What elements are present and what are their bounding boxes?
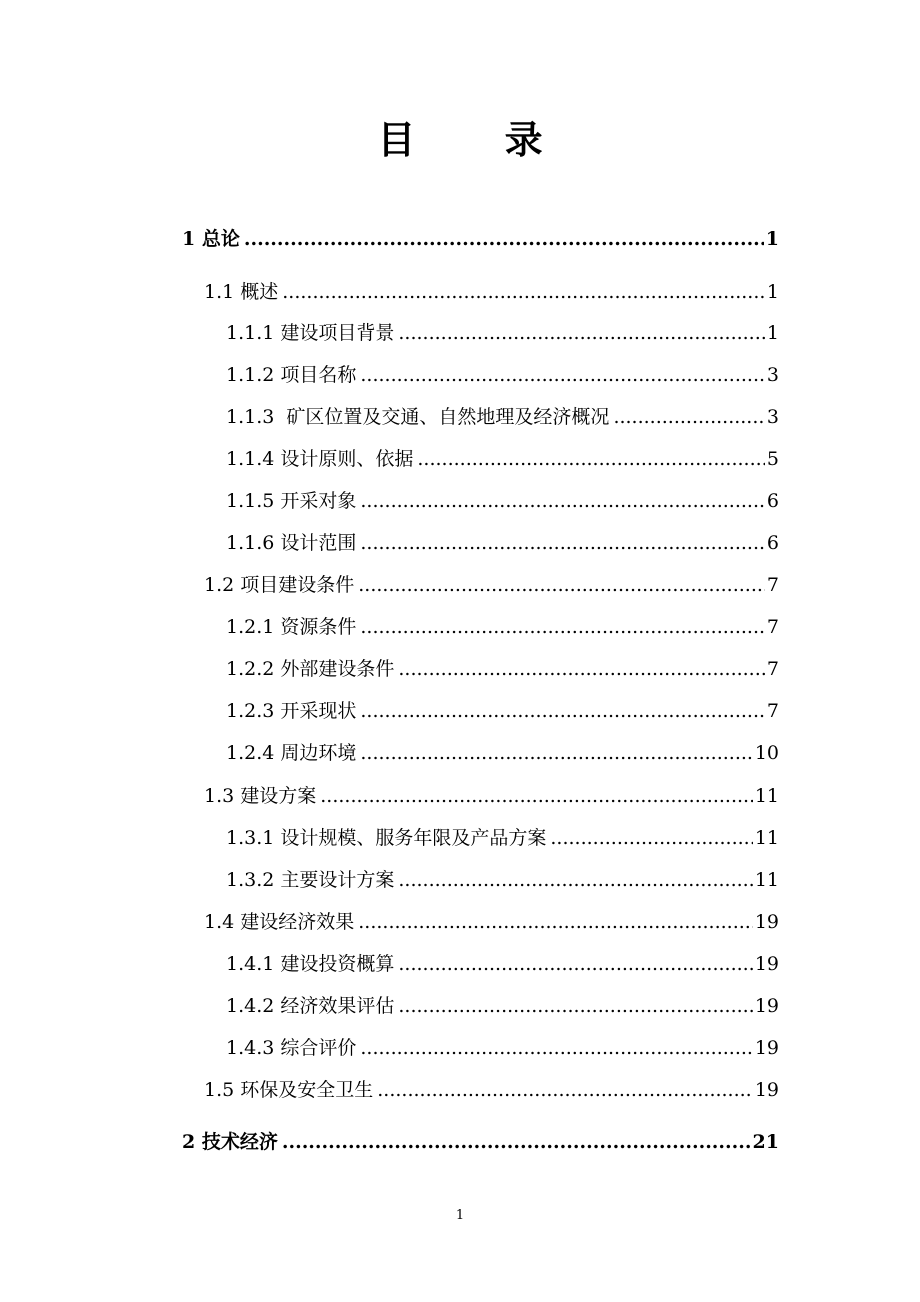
toc-entry-label: 1.5 环保及安全卫生	[204, 1079, 374, 1101]
toc-entry[interactable]	[226, 402, 779, 432]
toc-entry-page-number: 1	[766, 322, 779, 344]
toc-entry-page-number: 3	[766, 406, 779, 428]
toc-dot-leader	[282, 1127, 751, 1157]
toc-entry-label: 1.2.4 周边环境	[226, 742, 357, 764]
footer-page-number: 1	[455, 1208, 465, 1223]
toc-dot-leader	[398, 991, 752, 1021]
toc-entry-label: 1.4.3 综合评价	[226, 1037, 357, 1059]
toc-dot-leader	[360, 1033, 752, 1063]
toc-entry-label: 1.3.2 主要设计方案	[226, 869, 395, 891]
toc-entry-page-number: 19	[754, 1079, 779, 1101]
toc-dot-leader	[398, 318, 765, 348]
toc-dot-leader	[360, 360, 765, 390]
toc-entry-page-number: 19	[754, 995, 779, 1017]
toc-entry[interactable]	[226, 823, 779, 853]
toc-entry-label: 1.2.2 外部建设条件	[226, 658, 395, 680]
toc-entry-page-number: 19	[754, 911, 779, 933]
toc-dot-leader	[398, 949, 752, 979]
toc-entry-label: 2 技术经济	[182, 1131, 278, 1153]
toc-entry-label: 1.1 概述	[204, 281, 279, 303]
toc-entry-label: 1.1.3 矿区位置及交通、自然地理及经济概况	[226, 406, 610, 428]
toc-entry[interactable]	[226, 486, 779, 516]
toc-entry-label: 1.1.5 开采对象	[226, 490, 357, 512]
toc-entry[interactable]	[226, 360, 779, 390]
toc-entry[interactable]	[226, 738, 779, 768]
toc-entry-page-number: 6	[766, 490, 779, 512]
toc-entry-label: 1.1.2 项目名称	[226, 364, 357, 386]
toc-entry[interactable]	[226, 654, 779, 684]
toc-entry[interactable]	[226, 444, 779, 474]
toc-dot-leader	[358, 907, 753, 937]
toc-entry[interactable]	[204, 907, 779, 937]
toc-entry-label: 1.1.1 建设项目背景	[226, 322, 395, 344]
toc-entry[interactable]	[182, 1127, 779, 1157]
toc-entry-page-number: 21	[752, 1131, 779, 1153]
toc-entry-label: 1.2.1 资源条件	[226, 616, 357, 638]
toc-entry-page-number: 5	[766, 448, 779, 470]
toc-entry-page-number: 7	[766, 700, 779, 722]
toc-dot-leader	[417, 444, 765, 474]
toc-entry[interactable]	[182, 224, 779, 254]
toc-entry-label: 1.4.1 建设投资概算	[226, 953, 395, 975]
toc-entry-page-number: 11	[754, 869, 779, 891]
toc-dot-leader	[360, 528, 765, 558]
toc-dot-leader	[360, 612, 765, 642]
toc-entry-label: 1.2.3 开采现状	[226, 700, 357, 722]
toc-entry[interactable]	[226, 612, 779, 642]
toc-dot-leader	[398, 654, 765, 684]
toc-entry-page-number: 1	[765, 228, 779, 250]
toc-dot-leader	[550, 823, 752, 853]
toc-entry-page-number: 3	[766, 364, 779, 386]
toc-dot-leader	[360, 486, 765, 516]
toc-entry[interactable]	[226, 696, 779, 726]
toc-entry-page-number: 1	[766, 281, 779, 303]
toc-entry-page-number: 6	[766, 532, 779, 554]
toc-entry[interactable]	[226, 528, 779, 558]
toc-dot-leader	[360, 738, 752, 768]
page-title: 目 录	[377, 117, 581, 162]
toc-entry-page-number: 7	[766, 658, 779, 680]
toc-entry-page-number: 10	[754, 742, 779, 764]
toc-entry-label: 1.2 项目建设条件	[204, 574, 355, 596]
toc-dot-leader	[613, 402, 764, 432]
toc-entry[interactable]	[226, 949, 779, 979]
toc-entry[interactable]	[204, 1075, 779, 1105]
toc-entry[interactable]	[226, 318, 779, 348]
toc-entry-page-number: 19	[754, 1037, 779, 1059]
toc-entry-label: 1.3 建设方案	[204, 785, 317, 807]
toc-entry-label: 1.1.4 设计原则、依据	[226, 448, 414, 470]
toc-entry-page-number: 11	[754, 785, 779, 807]
toc-entry-page-number: 7	[766, 616, 779, 638]
toc-entry[interactable]	[204, 781, 779, 811]
toc-entry[interactable]	[226, 991, 779, 1021]
toc-dot-leader	[377, 1075, 753, 1105]
toc-dot-leader	[358, 570, 765, 600]
toc-dot-leader	[360, 696, 765, 726]
toc-entry-label: 1.1.6 设计范围	[226, 532, 357, 554]
toc-dot-leader	[398, 865, 752, 895]
toc-entry[interactable]	[226, 865, 779, 895]
toc-entry-page-number: 11	[754, 827, 779, 849]
toc-entry-page-number: 19	[754, 953, 779, 975]
toc-entry[interactable]	[204, 277, 779, 307]
toc-dot-leader	[282, 277, 765, 307]
toc-dot-leader	[320, 781, 753, 811]
toc-entry-label: 1.4.2 经济效果评估	[226, 995, 395, 1017]
toc-entry[interactable]	[204, 570, 779, 600]
toc-entry-label: 1 总论	[182, 228, 240, 250]
toc-dot-leader	[244, 224, 764, 254]
toc-entry-label: 1.4 建设经济效果	[204, 911, 355, 933]
toc-entry-page-number: 7	[766, 574, 779, 596]
toc-entry-label: 1.3.1 设计规模、服务年限及产品方案	[226, 827, 547, 849]
toc-entry[interactable]	[226, 1033, 779, 1063]
